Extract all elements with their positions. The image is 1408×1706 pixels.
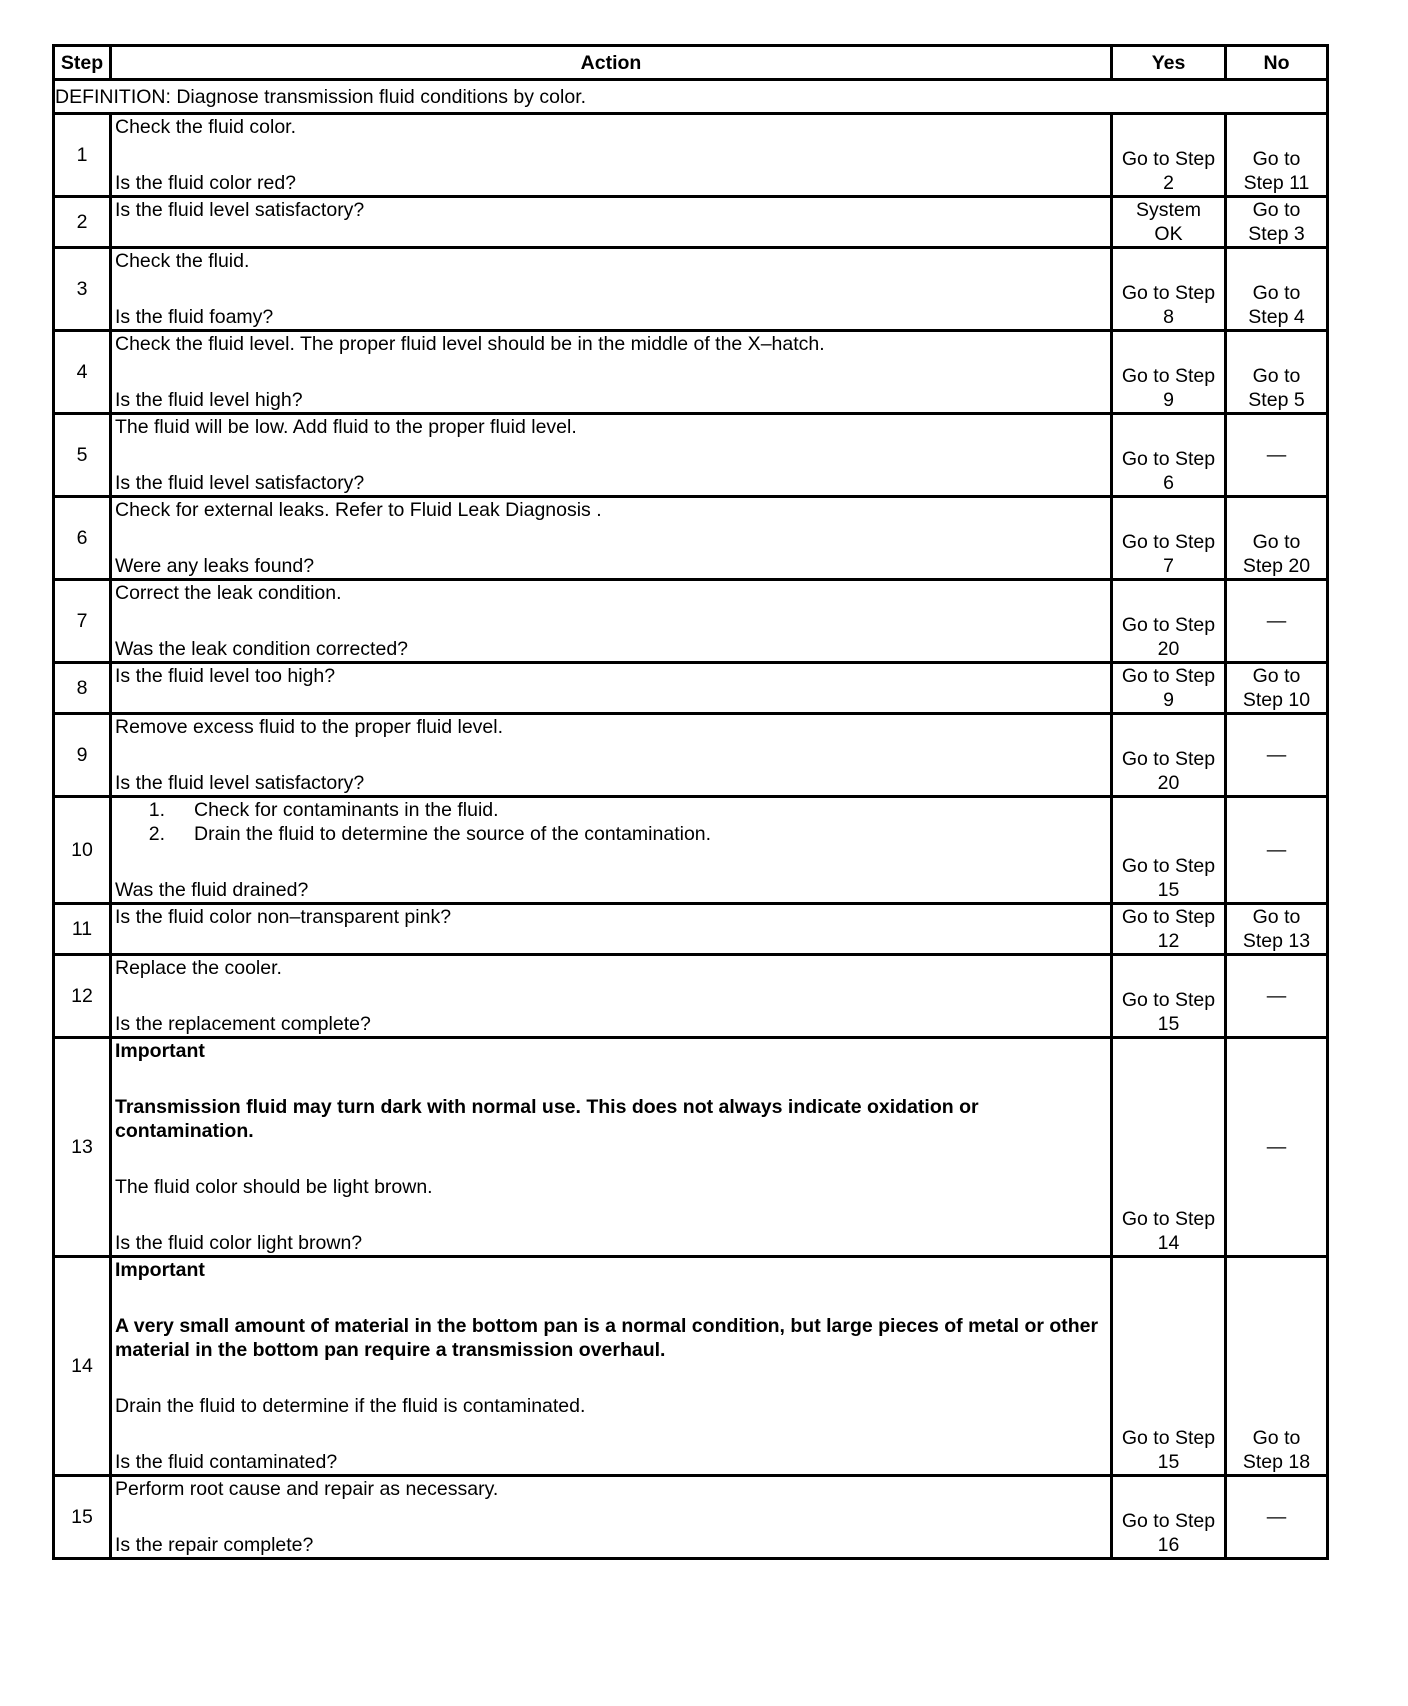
no-text: Step 11 (1243, 172, 1310, 194)
no-text: Step 18 (1242, 1451, 1311, 1473)
header-no: No (1226, 46, 1328, 80)
yes-text: Go to Step (1121, 855, 1216, 877)
action-cell (111, 1257, 1112, 1476)
yes-cell (1112, 714, 1226, 797)
action-cell (111, 1038, 1112, 1257)
yes-text: Go to Step (1121, 531, 1216, 553)
table-row (54, 331, 1328, 414)
table-row (54, 714, 1328, 797)
action-text: Check the fluid color. (115, 116, 297, 138)
yes-text: 8 (1163, 306, 1174, 328)
action-cell (111, 797, 1112, 904)
action-question: Is the fluid foamy? (115, 306, 274, 328)
diagnostic-table (52, 44, 1329, 1560)
yes-text: Go to Step (1121, 1208, 1216, 1230)
yes-text: Go to Step (1121, 1427, 1216, 1449)
action-text: Drain the fluid to determine if the fluid is contaminated. (115, 1395, 586, 1417)
table-row (54, 580, 1328, 663)
yes-cell (1112, 1038, 1226, 1257)
yes-text: Go to Step (1121, 1510, 1216, 1532)
action-text: Is the fluid color non–transparent pink? (115, 906, 452, 928)
spacer (115, 980, 1110, 1012)
action-question: Was the fluid drained? (115, 879, 309, 901)
no-cell (1226, 197, 1328, 248)
no-text: — (1266, 985, 1287, 1007)
spacer (115, 273, 1110, 305)
action-cell (111, 248, 1112, 331)
action-cell (111, 414, 1112, 497)
action-question: Is the fluid level satisfactory? (115, 472, 365, 494)
step-number: 10 (54, 797, 111, 904)
table-row (54, 1038, 1328, 1257)
no-text: — (1266, 610, 1287, 632)
definition-row (54, 80, 1328, 114)
yes-text: System (1135, 199, 1201, 221)
yes-cell (1112, 797, 1226, 904)
action-text: The fluid color should be light brown. (115, 1176, 433, 1198)
no-text: Step 20 (1242, 555, 1311, 577)
action-text: Check the fluid level. The proper fluid level should be in the middle of the X–hatch. (115, 333, 825, 355)
no-text: Go to (1252, 282, 1301, 304)
yes-text: Go to Step (1121, 148, 1216, 170)
yes-cell (1112, 497, 1226, 580)
no-text: Go to (1252, 665, 1301, 687)
item-text: Check for contaminants in the fluid. (194, 799, 499, 821)
no-text: Go to (1252, 148, 1301, 170)
spacer (115, 1501, 1110, 1533)
action-text: Check the fluid. (115, 250, 250, 272)
yes-text: Go to Step (1121, 989, 1216, 1011)
yes-text: 14 (1157, 1232, 1180, 1254)
action-question: Is the fluid level high? (115, 389, 303, 411)
spacer (115, 846, 1110, 878)
no-cell (1226, 797, 1328, 904)
action-text: Remove excess fluid to the proper fluid level. (115, 716, 504, 738)
spacer (115, 1063, 1110, 1095)
no-text: — (1266, 839, 1287, 861)
no-text: Step 4 (1248, 306, 1305, 328)
yes-text: 15 (1157, 879, 1180, 901)
step-number: 5 (54, 414, 111, 497)
item-number: 1. (148, 799, 165, 821)
yes-cell (1112, 197, 1226, 248)
spacer (115, 605, 1110, 637)
yes-text: 9 (1163, 689, 1174, 711)
table-row (54, 497, 1328, 580)
yes-text: OK (1154, 223, 1183, 245)
no-cell (1226, 1257, 1328, 1476)
yes-cell (1112, 114, 1226, 197)
spacer (115, 1418, 1110, 1450)
no-text: Go to (1252, 531, 1301, 553)
step-number: 9 (54, 714, 111, 797)
action-question: Is the replacement complete? (115, 1013, 371, 1035)
table-row (54, 414, 1328, 497)
no-cell (1226, 714, 1328, 797)
action-question: Were any leaks found? (115, 555, 315, 577)
important-label: Important (115, 1259, 205, 1281)
no-text: Go to (1252, 1427, 1301, 1449)
no-text: Step 13 (1242, 930, 1311, 952)
table-row (54, 955, 1328, 1038)
important-label: Important (115, 1040, 205, 1062)
no-cell (1226, 663, 1328, 714)
important-note: A very small amount of material in the bottom pan is a normal condition, but large pieces of metal or other material in the bottom pan require a transmission overhaul. (115, 1315, 1104, 1361)
no-cell (1226, 414, 1328, 497)
yes-text: Go to Step (1121, 906, 1216, 928)
yes-text: 12 (1157, 930, 1180, 952)
no-cell (1226, 331, 1328, 414)
yes-text: 20 (1157, 638, 1180, 660)
step-number: 8 (54, 663, 111, 714)
step-number: 14 (54, 1257, 111, 1476)
spacer (115, 439, 1110, 471)
action-text: The fluid will be low. Add fluid to the proper fluid level. (115, 416, 577, 438)
no-cell (1226, 497, 1328, 580)
table-row (54, 248, 1328, 331)
no-text: — (1266, 1136, 1287, 1158)
no-cell (1226, 114, 1328, 197)
action-text: Replace the cooler. (115, 957, 282, 979)
action-question: Is the fluid contaminated? (115, 1451, 338, 1473)
spacer (115, 1362, 1110, 1394)
step-number: 2 (54, 197, 111, 248)
spacer (115, 522, 1110, 554)
yes-cell (1112, 580, 1226, 663)
numbered-item (115, 822, 1110, 846)
action-cell (111, 663, 1112, 714)
yes-cell (1112, 1257, 1226, 1476)
table-row (54, 663, 1328, 714)
yes-text: 15 (1157, 1451, 1180, 1473)
action-text: Correct the leak condition. (115, 582, 342, 604)
no-text: — (1266, 744, 1287, 766)
yes-text: Go to Step (1121, 282, 1216, 304)
item-number: 2. (148, 823, 165, 845)
no-cell (1226, 1476, 1328, 1559)
spacer (115, 1143, 1110, 1175)
yes-cell (1112, 955, 1226, 1038)
header-step: Step (54, 46, 111, 80)
step-number: 3 (54, 248, 111, 331)
yes-text: 2 (1163, 172, 1174, 194)
yes-cell (1112, 904, 1226, 955)
yes-cell (1112, 414, 1226, 497)
action-cell (111, 197, 1112, 248)
yes-text: 20 (1157, 772, 1180, 794)
numbered-item (115, 798, 1110, 822)
no-cell (1226, 580, 1328, 663)
no-cell (1226, 248, 1328, 331)
action-question: Is the fluid level satisfactory? (115, 772, 365, 794)
yes-text: Go to Step (1121, 665, 1216, 687)
yes-text: 15 (1157, 1013, 1180, 1035)
yes-text: 16 (1157, 1534, 1180, 1556)
spacer (115, 1199, 1110, 1231)
action-cell (111, 114, 1112, 197)
no-text: Step 5 (1248, 389, 1305, 411)
header-yes: Yes (1112, 46, 1226, 80)
yes-text: Go to Step (1121, 365, 1216, 387)
table-row (54, 797, 1328, 904)
step-number: 12 (54, 955, 111, 1038)
action-cell (111, 497, 1112, 580)
no-cell (1226, 955, 1328, 1038)
no-text: Step 10 (1242, 689, 1311, 711)
action-text: Perform root cause and repair as necessary. (115, 1478, 499, 1500)
step-number: 13 (54, 1038, 111, 1257)
table-row (54, 1257, 1328, 1476)
action-question: Was the leak condition corrected? (115, 638, 409, 660)
header-row (54, 46, 1328, 80)
action-text: Is the fluid level too high? (115, 665, 336, 687)
step-number: 1 (54, 114, 111, 197)
no-text: — (1266, 1506, 1287, 1528)
table-row (54, 114, 1328, 197)
yes-cell (1112, 248, 1226, 331)
yes-cell (1112, 1476, 1226, 1559)
yes-text: 6 (1163, 472, 1174, 494)
yes-cell (1112, 663, 1226, 714)
step-number: 6 (54, 497, 111, 580)
action-question: Is the repair complete? (115, 1534, 314, 1556)
step-number: 7 (54, 580, 111, 663)
action-question: Is the fluid color red? (115, 172, 297, 194)
yes-text: Go to Step (1121, 748, 1216, 770)
action-text: Check for external leaks. Refer to Fluid Leak Diagnosis . (115, 499, 602, 521)
action-cell (111, 955, 1112, 1038)
table-row (54, 197, 1328, 248)
no-text: Step 3 (1248, 223, 1305, 245)
yes-text: Go to Step (1121, 614, 1216, 636)
important-note: Transmission fluid may turn dark with normal use. This does not always indicate oxidation or contamination. (115, 1096, 985, 1142)
yes-text: Go to Step (1121, 448, 1216, 470)
step-number: 4 (54, 331, 111, 414)
definition-text: DEFINITION: Diagnose transmission fluid conditions by color. (54, 80, 1328, 114)
step-number: 11 (54, 904, 111, 955)
yes-cell (1112, 331, 1226, 414)
no-text: Go to (1252, 365, 1301, 387)
spacer (115, 1282, 1110, 1314)
header-action: Action (111, 46, 1112, 80)
yes-text: 9 (1163, 389, 1174, 411)
action-cell (111, 904, 1112, 955)
table-row (54, 1476, 1328, 1559)
action-cell (111, 580, 1112, 663)
spacer (115, 139, 1110, 171)
action-cell (111, 1476, 1112, 1559)
action-cell (111, 331, 1112, 414)
yes-text: 7 (1163, 555, 1174, 577)
action-question: Is the fluid color light brown? (115, 1232, 363, 1254)
no-text: Go to (1252, 199, 1301, 221)
no-cell (1226, 904, 1328, 955)
no-cell (1226, 1038, 1328, 1257)
item-text: Drain the fluid to determine the source of the contamination. (194, 823, 712, 845)
spacer (115, 739, 1110, 771)
step-number: 15 (54, 1476, 111, 1559)
no-text: — (1266, 444, 1287, 466)
no-text: Go to (1252, 906, 1301, 928)
table-row (54, 904, 1328, 955)
action-cell (111, 714, 1112, 797)
action-text: Is the fluid level satisfactory? (115, 199, 365, 221)
spacer (115, 356, 1110, 388)
